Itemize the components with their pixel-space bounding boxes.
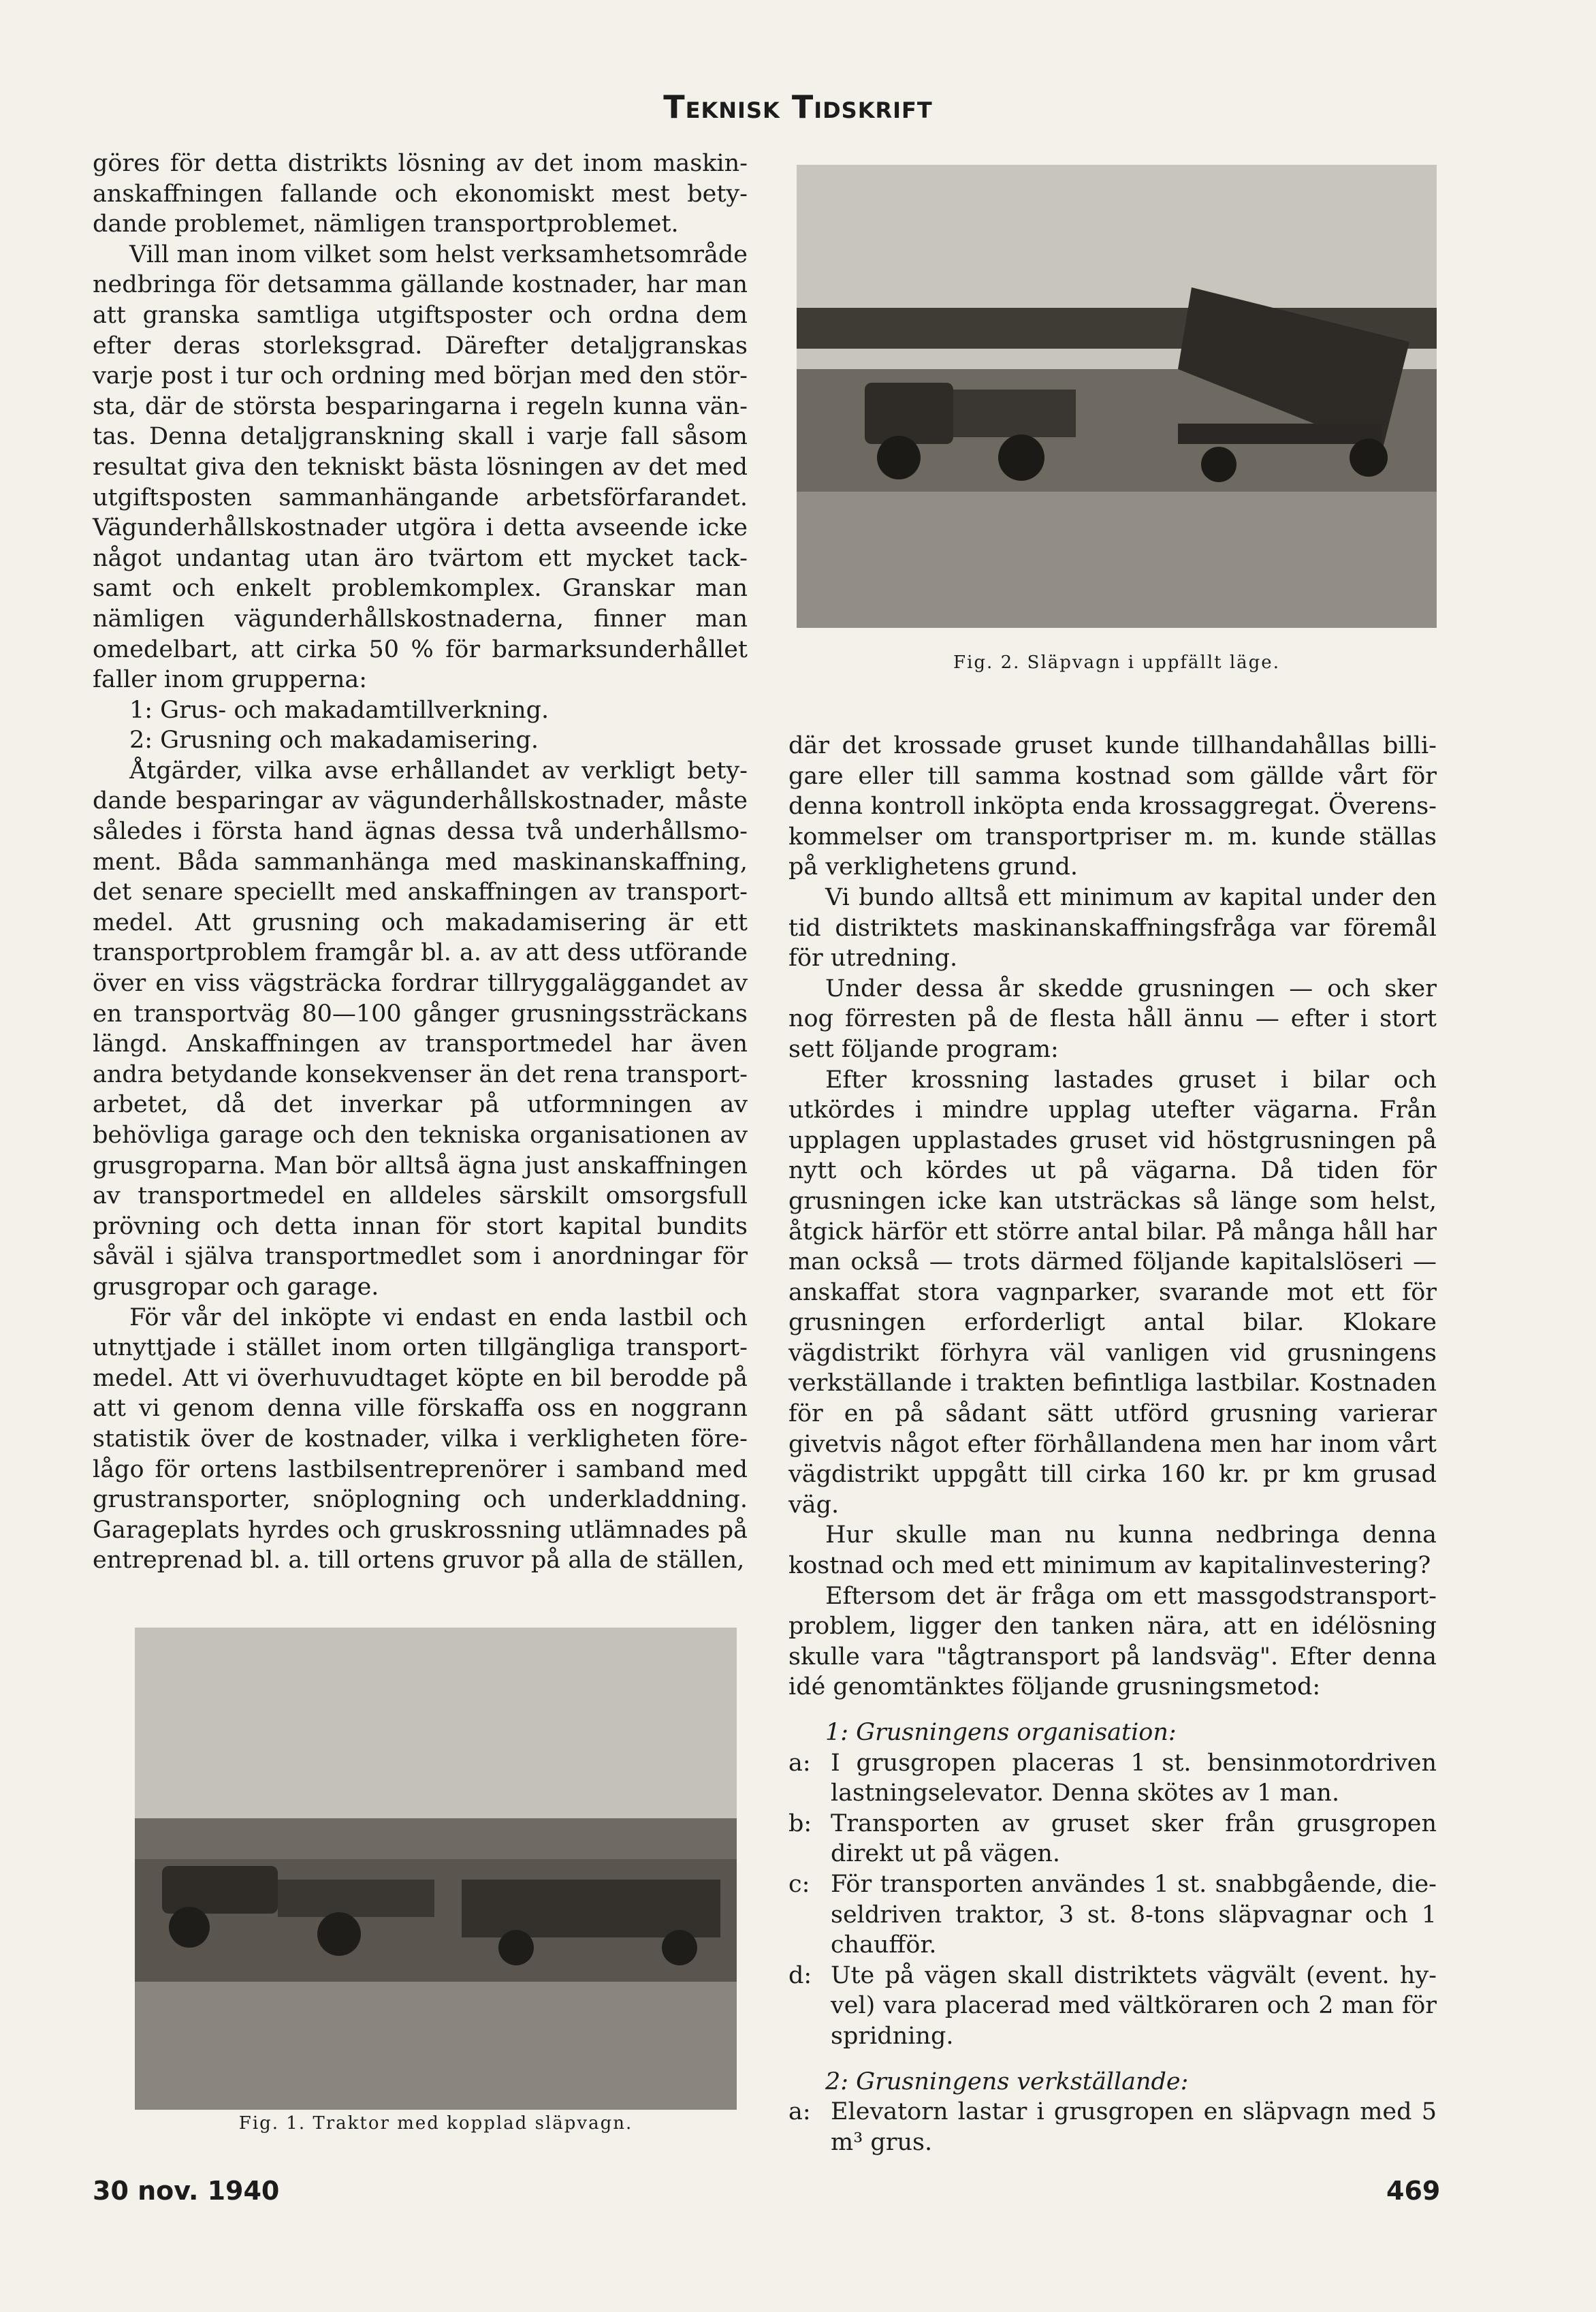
right-column [788,731,1437,2157]
list-line: 2: Grusning och makadamisering. [129,727,539,755]
paragraph: göres för detta distrikts lösning av det inom maskinanskaffningen fallande och ekonomiskt mest betydande problemet, nämligen transportproblemet. [93,150,748,238]
tipped-trailer-illustration [797,165,1437,628]
list-item [788,1869,1437,1961]
list-item-label: c: [788,1870,810,1898]
list-item [788,1748,1437,1809]
left-column [93,148,748,1576]
list-item-text: För transporten användes 1 st. snabbgående, dieseldriven traktor, 3 st. 8-tons släpvagnar och 1 chaufför. [831,1870,1437,1959]
list-item-text: Transporten av gruset sker från grusgropen direkt ut på vägen. [831,1809,1437,1868]
paragraph: där det krossade gruset kunde tillhandahållas billigare eller till samma kostnad som gällde vårt för denna kontroll inköpta enda krossaggregat. Överenskommelser om transportpriser m. m. kunde ställas på verklighetens grund. [788,732,1437,881]
paragraph: För vår del inköpte vi endast en enda lastbil och utnyttjade i stället inom orten tillgängliga transportmedel. Att vi överhuvudtaget köpte en bil berodde på att vi genom denna ville förskaffa oss en noggrann statistik över de kostnader, vilka i verkligheten förelågo för ortens lastbilsentreprenörer i samband med grustransporter, snöplogning och underkladdning. Garageplats hyrdes och gruskrossning utlämnades på entreprenad bl. a. till ortens gruvor på alla de ställen, [93,1303,748,1574]
section-heading-verkstallande: 2: Grusningens verkställande: [825,2068,1189,2095]
figure-1-photo [135,1628,737,2110]
list-item-text: Elevatorn lastar i grusgropen en släpvagn med 5 m³ grus. [831,2098,1437,2156]
figure-2-caption: Fig. 2. Släpvagn i uppfällt läge. [953,652,1280,673]
tractor-trailer-illustration [135,1628,737,2110]
paragraph: Vill man inom vilket som helst verksamhetsområde nedbringa för detsamma gällande kostnader, har man att granska samtliga utgiftsposter och ordna dem efter deras storleksgrad. Därefter detaljgranskas varje post i tur och ordning med början med den största, där de största besparingarna i regeln kunna väntas. Denna detaljgranskning skall i varje fall såsom resultat giva den tekniskt bästa lösningen av det med utgiftsposten sammanhängande arbetsförfarandet. Vägunderhållskostnader utgöra i detta avseende icke något undantag utan äro tvärtom ett mycket tacksamt och enkelt problemkomplex. Granskar man nämligen vägunderhållskostnaderna, finner man omedelbart, att cirka 50 % för barmarksunderhållet faller inom grupperna: [93,240,748,694]
paragraph: Efter krossning lastades gruset i bilar och utkördes i mindre upplag utefter vägarna. Från upplagen upplastades gruset vid höstgrusningen på nytt och kördes ut på vägarna. Då tiden för grusningen icke kan utsträckas så länge som helst, åtgick härför ett större antal bilar. På många håll har man också — trots därmed följande kapitalslöseri — anskaffat stora vagnparker, svarande mot ett för grusningen erforderligt antal bilar. Klokare vägdistrikt förhyra väl vanligen vid grusningens verkställande i trakten befintliga lastbilar. Kostnaden för en på sådant sätt utförd grusning varierar givetvis något efter förhållandena men har inom vårt vägdistrikt uppgått till cirka 160 kr. pr km grusad väg. [788,1066,1437,1519]
list-line: 1: Grus- och makadamtillverkning. [129,696,549,724]
journal-header: Teknisk Tidskrift [663,89,933,125]
list-item-label: a: [788,1749,811,1777]
list-item-label: b: [788,1809,812,1837]
list-item-text: Ute på vägen skall distriktets vägvält (event. hyvel) vara placerad med vältköraren och 2 man för spridning. [831,1961,1437,2050]
footer-date: 30 nov. 1940 [93,2176,280,2206]
paragraph: Vi bundo alltså ett minimum av kapital under den tid distriktets maskinanskaffningsfråga var föremål för utredning. [788,883,1437,972]
paragraph: Under dessa år skedde grusningen — och sker nog förresten på de flesta håll ännu — efter i stort sett följande program: [788,975,1437,1063]
paragraph: Åtgärder, vilka avse erhållandet av verkligt betydande besparingar av vägunderhållskostnader, måste således i första hand ägnas dessa två underhållsmoment. Båda sammanhänga med maskinanskaffning, det senare speciellt med anskaffningen av transportmedel. Att grusning och makadamisering är ett transportproblem framgår bl. a. av att dess utförande över en viss vägsträcka fordrar tillryggaläggandet av en transportväg 80—100 gånger grusningssträckans längd. Anskaffningen av transportmedel har även andra betydande konsekvenser än det rena transportarbetet, då det inverkar på utformningen av behövliga garage och den tekniska organisationen av grusgroparna. Man bör alltså ägna just anskaffningen av transportmedel en alldeles särskilt omsorgsfull prövning och detta innan för stort kapital bundits såväl i själva transportmedlet som i anordningar för grusgropar och garage. [93,757,748,1301]
list-item-label: a: [788,2098,811,2126]
list-item [788,2097,1437,2157]
figure-1-caption: Fig. 1. Traktor med kopplad släpvagn. [238,2113,633,2134]
list-item-label: d: [788,1961,812,1989]
list-item-text: I grusgropen placeras 1 st. bensinmotordriven lastningselevator. Denna skötes av 1 man. [831,1749,1437,1807]
figure-2-photo [797,165,1437,628]
paragraph: Eftersom det är fråga om ett massgodstransportproblem, ligger den tanken nära, att en idélösning skulle vara "tågtransport på landsväg". Efter denna idé genomtänktes följande grusningsmetod: [788,1582,1437,1701]
list-item [788,1809,1437,1869]
list-item [788,1961,1437,2052]
paragraph: Hur skulle man nu kunna nedbringa denna kostnad och med ett minimum av kapitalinvestering? [788,1521,1437,1580]
section-heading-organisation: 1: Grusningens organisation: [825,1719,1177,1746]
page-number: 469 [1386,2176,1441,2206]
